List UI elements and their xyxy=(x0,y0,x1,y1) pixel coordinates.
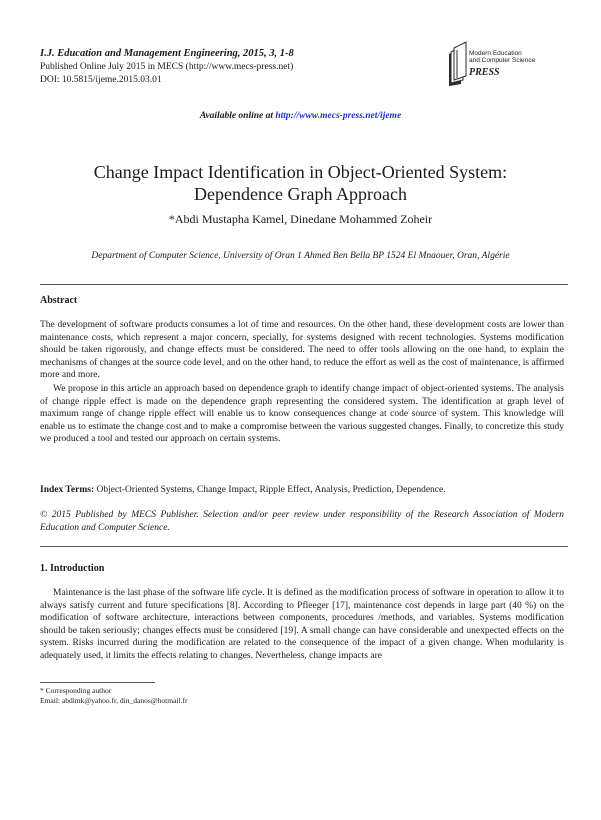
paper-title-line2: Dependence Graph Approach xyxy=(194,184,407,204)
mecs-press-logo xyxy=(447,40,567,88)
corresponding-author-note: * Corresponding author xyxy=(40,686,112,695)
book-stack-icon xyxy=(447,40,567,88)
svg-text:and Computer Science: and Computer Science xyxy=(469,57,536,64)
copyright-notice: © 2015 Published by MECS Publisher. Selection and/or peer review under responsibility of the Research Association of Modern Education and Computer Science. xyxy=(40,510,564,533)
availability-prefix: Available online at xyxy=(199,111,273,121)
journal-citation: I.J. Education and Management Engineering, 2015, 3, 1-8 xyxy=(40,48,294,59)
publication-info: Published Online July 2015 in MECS (http://www.mecs-press.net) xyxy=(40,62,294,72)
doi-line: DOI: 10.5815/ijeme.2015.03.01 xyxy=(40,75,162,85)
availability-line xyxy=(0,111,601,121)
svg-text:Modern Education: Modern Education xyxy=(469,50,522,57)
journal-url-link[interactable]: http://www.mecs-press.net/ijeme xyxy=(275,111,402,121)
abstract-heading: Abstract xyxy=(40,295,78,306)
divider-bottom xyxy=(40,546,568,547)
affiliation: Department of Computer Science, University of Oran 1 Ahmed Ben Bella BP 1524 El Mnaouer, Oran, Algérie xyxy=(91,251,510,261)
paper-title-line1: Change Impact Identification in Object-Oriented System: xyxy=(93,162,508,182)
index-terms-text: Object-Oriented Systems, Change Impact, Ripple Effect, Analysis, Prediction, Dependence. xyxy=(96,485,446,495)
svg-text:PRESS: PRESS xyxy=(469,67,500,78)
introduction-paragraph: Maintenance is the last phase of the software life cycle. It is defined as the modification process of software in operation to allow it to always satisfy current and future specifications [8]. According to Pfleeger [17], maintenance cost depends in large part (40 %) on the modification of software architecture, interactions between components, procedures /methods, and variables. Systems modification should be taken seriously; changes effects must be considered [19]. A small change can have considerable and unexpected effects on the system. Risks incurred during the modification are related to the consequence of the impact of a given change. When modularity is adequately used, it limits the effects relating to changes. Nevertheless, change impacts are xyxy=(40,588,564,661)
abstract-paragraph-2: We propose in this article an approach based on dependence graph to identify change impact of object-oriented systems. The analysis of change ripple effect is made on the dependence graph representing the considered system. The identification at graph level of maximum range of change ripple effect will enable us to know consequences change at code source of system. This knowledge will enable us to estimate the change cost and to make a compromise between the various suggested changes. Finally, to concretize this study we produced a tool and tested our approach on certain systems. xyxy=(40,384,564,445)
author-email: Email: abdimk@yahoo.fr, din_danos@hotmail.fr xyxy=(40,696,188,705)
paper-title xyxy=(0,161,601,205)
divider-top xyxy=(40,284,568,285)
index-terms xyxy=(40,485,564,495)
footnote-divider xyxy=(40,682,155,683)
index-terms-label: Index Terms: xyxy=(40,485,95,495)
authors: *Abdi Mustapha Kamel, Dinedane Mohammed Zoheir xyxy=(168,212,433,226)
abstract-paragraph-1: The development of software products consumes a lot of time and resources. On the other hand, these development costs are lower than maintenance costs, which represent a major concern, specially, for systems designed with recent technologies. Systems modification should be taken rigorously, and change effects must be considered. The need to offer tools allowing on the one hand, to explain the mechanisms of changes at the source code level, and on the other hand, to reduce the effort as well as the cost of maintenance, is affirmed more and more. xyxy=(40,320,564,381)
introduction-heading: 1. Introduction xyxy=(40,563,105,574)
